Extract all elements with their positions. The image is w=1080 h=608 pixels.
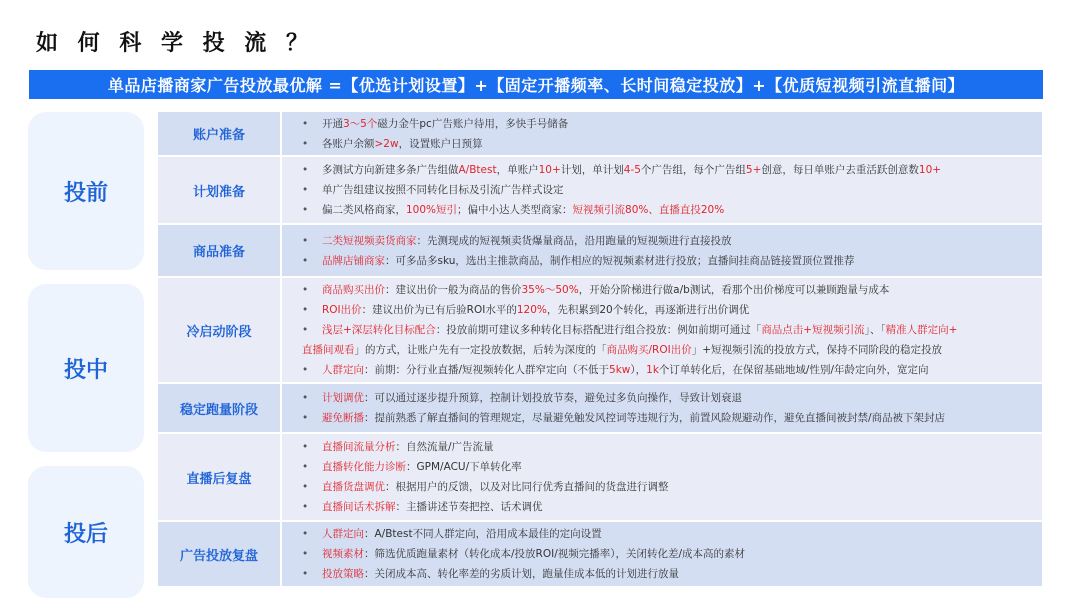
body-text: ，开始分阶梯进行做a/b测试，看那个出价梯度可以兼顾跑量与成本 — [578, 284, 890, 296]
bullet-dot-icon: • — [302, 364, 309, 376]
bullet-item — [302, 497, 1042, 517]
table-row-ad-review — [158, 522, 1042, 588]
row-content — [282, 112, 1042, 155]
row-content — [282, 522, 1042, 586]
table-row-cold-start — [158, 278, 1042, 384]
bullet-item — [302, 160, 1042, 180]
row-content — [282, 384, 1042, 432]
body-text: ，先积累到20个转化，再逐渐进行出价调优 — [546, 304, 750, 316]
body-text: 」、「 — [864, 324, 886, 336]
body-text: ：可以通过逐步提升预算，控制计划投放节奏，避免过多负向操作，导致计划衰退 — [364, 392, 742, 404]
highlight-text: 直播转化能力诊断 — [322, 461, 406, 473]
bullet-dot-icon: • — [302, 164, 309, 176]
highlight-text: >2w — [374, 137, 399, 150]
body-text: ，单账户 — [496, 164, 539, 176]
bullet-item — [302, 564, 1042, 584]
row-label: 广告投放复盘 — [158, 522, 282, 586]
bullet-dot-icon: • — [302, 324, 309, 336]
bullet-dot-icon: • — [302, 137, 309, 150]
body-text: ：可多品多sku，选出主推款商品，制作相应的短视频素材进行投放；直播间挂商品链接置顶位置推荐 — [385, 254, 855, 267]
highlight-text: 商品购买/ROI出价 — [606, 344, 692, 356]
body-text: ：提前熟悉了解直播间的管理规定，尽量避免触发风控词等违规行为，前置风险规避动作，避免直播间被封禁/商品被下架封店 — [364, 412, 946, 424]
highlight-text: 直播间观看 — [302, 344, 355, 356]
highlight-text: 短视频引流80%、直播直投20% — [572, 204, 725, 216]
highlight-text: 二类短视频卖货商家 — [322, 234, 417, 247]
bullet-dot-icon: • — [302, 304, 309, 316]
highlight-text: 100%短引 — [406, 204, 458, 216]
highlight-text: 35%～50% — [521, 284, 579, 296]
row-label: 直播后复盘 — [158, 434, 282, 520]
body-text: ：主播讲述节奏把控、话术调优 — [395, 501, 543, 513]
highlight-text: 直播货盘调优 — [322, 481, 385, 493]
row-label: 商品准备 — [158, 225, 282, 276]
highlight-text: 品牌店铺商家 — [322, 254, 385, 267]
table-row-stable-volume — [158, 384, 1042, 434]
bullet-item — [302, 408, 1042, 428]
bullet-item — [302, 544, 1042, 564]
body-text: 单广告组建议按照不同转化目标及引流广告样式设定 — [322, 184, 564, 196]
body-text: ，设置账户日预算 — [398, 137, 483, 150]
table-row-plan-prep — [158, 157, 1042, 225]
body-text: ：投放前期可建议多种转化目标搭配进行组合投放：例如前期可通过「 — [435, 324, 762, 336]
bullet-dot-icon: • — [302, 412, 309, 424]
body-text: 偏二类风格商家， — [322, 204, 406, 216]
bullet-item — [302, 114, 1042, 134]
highlight-text: 5kw — [609, 364, 631, 376]
highlight-text: A/Btest — [458, 164, 497, 176]
body-text: ）， — [630, 364, 647, 376]
bullet-item — [302, 320, 1042, 340]
summary-banner: 单品店播商家广告投放最优解 =【优选计划设置】+【固定开播频率、长时间稳定投放】+【优质短视频引流直播间】 — [29, 70, 1043, 99]
bullet-dot-icon: • — [302, 184, 309, 196]
highlight-text: 精准人群定向+ — [885, 324, 958, 336]
bullet-item — [302, 457, 1042, 477]
table-row-live-review — [158, 434, 1042, 522]
highlight-text: 视频素材 — [322, 548, 364, 560]
body-text: 创意，每日单账户去重活跃创意数 — [761, 164, 919, 176]
bullet-dot-icon: • — [302, 117, 309, 130]
highlight-text: ROI出价 — [322, 304, 362, 316]
body-text: ：建议出价为已有后验ROI水平的 — [361, 304, 517, 316]
phase-before: 投前 — [28, 112, 144, 270]
highlight-text: 10+ — [918, 164, 942, 176]
body-text: 计划，单计划 — [560, 164, 624, 176]
bullet-item — [302, 300, 1042, 320]
bullet-item — [302, 524, 1042, 544]
highlight-text: 3～5个 — [343, 117, 378, 130]
bullet-dot-icon: • — [302, 204, 309, 216]
row-label: 冷启动阶段 — [158, 278, 282, 382]
highlight-text: 4-5 — [623, 164, 641, 176]
highlight-text: 1k — [646, 364, 659, 376]
bullet-item — [302, 231, 1042, 251]
highlight-text: 商品购买出价 — [322, 284, 385, 296]
phase-after: 投后 — [28, 466, 144, 598]
body-text: ：自然流量/广告流量 — [395, 441, 494, 453]
body-text: ；偏中小达人类型商家： — [457, 204, 573, 216]
body-text: ：关闭成本高、转化率差的劣质计划，跑量佳成本低的计划进行放量 — [364, 568, 679, 580]
body-text: ：GPM/ACU/下单转化率 — [406, 461, 522, 473]
highlight-text: 计划调优 — [322, 392, 364, 404]
bullet-dot-icon: • — [302, 528, 309, 540]
bullet-item — [302, 360, 1042, 380]
highlight-text: 120% — [516, 304, 547, 316]
bullet-item — [302, 251, 1042, 271]
body-text: ：根据用户的反馈，以及对比同行优秀直播间的货盘进行调整 — [385, 481, 669, 493]
body-text: 开通 — [322, 117, 343, 130]
body-text: ：建议出价一般为商品的售价 — [385, 284, 522, 296]
body-text: ：筛选优质跑量素材（转化成本/投放ROI/视频完播率），关闭转化差/成本高的素材 — [364, 548, 746, 560]
body-text: 各账户余额 — [322, 137, 375, 150]
table-row-account-prep — [158, 112, 1042, 157]
bullet-dot-icon: • — [302, 284, 309, 296]
bullet-dot-icon: • — [302, 481, 309, 493]
body-text: 个广告组，每个广告组 — [640, 164, 746, 176]
bullet-dot-icon: • — [302, 254, 309, 267]
body-text: ：前期：分行业直播/短视频转化人群窄定向（不低于 — [364, 364, 610, 376]
bullet-item — [302, 340, 1042, 360]
row-content — [282, 157, 1042, 223]
strategy-table — [158, 112, 1042, 588]
highlight-text: 投放策略 — [322, 568, 364, 580]
highlight-text: 5+ — [745, 164, 762, 176]
row-label: 计划准备 — [158, 157, 282, 223]
highlight-text: 直播间流量分析 — [322, 441, 396, 453]
phase-during: 投中 — [28, 284, 144, 452]
bullet-dot-icon: • — [302, 234, 309, 247]
row-label: 稳定跑量阶段 — [158, 384, 282, 432]
highlight-text: 避免断播 — [322, 412, 364, 424]
body-text: 」+短视频引流的投放方式，保持不同阶段的稳定投放 — [691, 344, 942, 356]
bullet-item — [302, 477, 1042, 497]
bullet-dot-icon: • — [302, 461, 309, 473]
bullet-item — [302, 437, 1042, 457]
bullet-item — [302, 388, 1042, 408]
bullet-item — [302, 280, 1042, 300]
row-content — [282, 278, 1042, 382]
row-label: 账户准备 — [158, 112, 282, 155]
body-text: 」的方式，让账户先有一定投放数据，后转为深度的「 — [354, 344, 607, 356]
body-text: 磁力金牛pc广告账户待用，多快手号储备 — [377, 117, 569, 130]
highlight-text: 商品点击+短视频引流 — [761, 324, 865, 336]
row-content — [282, 434, 1042, 520]
row-content — [282, 225, 1042, 276]
highlight-text: 10+ — [538, 164, 561, 176]
bullet-item — [302, 180, 1042, 200]
bullet-item — [302, 200, 1042, 220]
page-title: 如 何 科 学 投 流 ？ — [36, 31, 314, 56]
bullet-dot-icon: • — [302, 501, 309, 513]
highlight-text: 人群定向 — [322, 364, 364, 376]
body-text: ：A/Btest不同人群定向，沿用成本最佳的定向设置 — [364, 528, 602, 540]
bullet-dot-icon: • — [302, 568, 309, 580]
table-row-product-prep — [158, 225, 1042, 278]
body-text: 多测试方向新建多条广告组做 — [322, 164, 459, 176]
highlight-text: 浅层+深层转化目标配合 — [322, 324, 436, 336]
bullet-dot-icon: • — [302, 392, 309, 404]
bullet-dot-icon: • — [302, 441, 309, 453]
highlight-text: 直播间话术拆解 — [322, 501, 396, 513]
body-text: ：先测现成的短视频卖货爆量商品，沿用跑量的短视频进行直接投放 — [416, 234, 732, 247]
bullet-item — [302, 134, 1042, 154]
highlight-text: 人群定向 — [322, 528, 364, 540]
bullet-dot-icon: • — [302, 548, 309, 560]
body-text: 个订单转化后，在保留基础地域/性别/年龄定向外，宽定向 — [658, 364, 929, 376]
